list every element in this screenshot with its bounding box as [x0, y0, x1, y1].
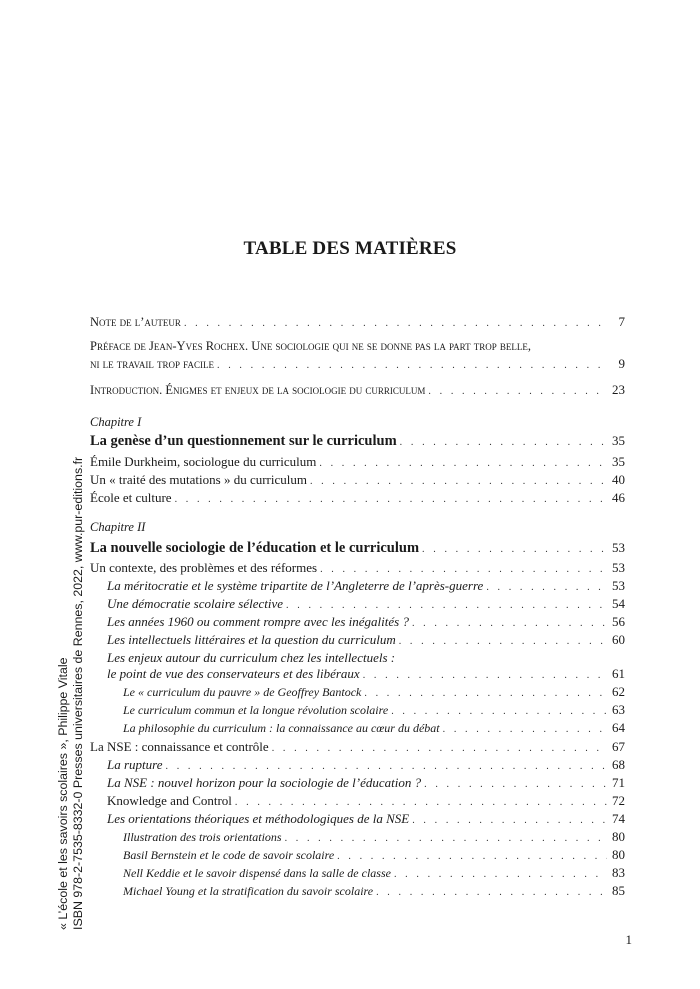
toc-entry-page: 35	[612, 454, 625, 469]
page-number: 1	[625, 932, 632, 947]
toc-subsubsection[interactable]	[123, 864, 625, 882]
toc-entry-page: 60	[612, 632, 625, 647]
toc-entry[interactable]	[90, 453, 625, 471]
toc-entry-label: ni le travail trop facile	[90, 357, 215, 371]
toc-entry-label: Le « curriculum du pauvre » de Geoffrey Bantock	[123, 685, 362, 699]
toc-entry-page: 85	[612, 883, 625, 898]
toc-entry-label: La philosophie du curriculum : la connaissance au cœur du débat	[123, 721, 440, 735]
toc-entry-label: Un contexte, des problèmes et des réformes	[90, 560, 318, 575]
toc-entry-label: Un « traité des mutations » du curriculum	[90, 472, 307, 487]
toc-subsubsection[interactable]	[123, 846, 625, 864]
toc-subsection-enjeux[interactable]	[107, 665, 625, 683]
toc-entry-page: 74	[612, 811, 625, 826]
toc-entry-introduction[interactable]	[90, 381, 625, 399]
chapter-2-label: Chapitre II	[90, 520, 146, 534]
toc-entry-label: École et culture	[90, 490, 172, 505]
toc-entry-page: 53	[612, 560, 625, 575]
toc-entry-label: Le curriculum commun et la longue révolution scolaire	[123, 703, 389, 717]
toc-subsection[interactable]	[107, 774, 625, 792]
toc-entry-label: Les années 1960 ou comment rompre avec les inégalités ?	[107, 614, 409, 629]
toc-entry-page: 64	[612, 720, 625, 735]
toc-entry-label: Michael Young et la stratification du savoir scolaire	[123, 884, 374, 898]
page-title: TABLE DES MATIÈRES	[243, 238, 457, 259]
toc-entry-label: La méritocratie et le système tripartite de l’Angleterre de l’après-guerre	[107, 578, 484, 593]
toc-entry-label: Les orientations théoriques et méthodologiques de la NSE	[107, 811, 410, 826]
toc-entry-page: 35	[612, 433, 625, 448]
toc-entry-page: 61	[612, 666, 625, 681]
toc-subsubsection[interactable]	[123, 719, 625, 737]
toc-entry[interactable]	[90, 489, 625, 507]
chapter-1-label: Chapitre I	[90, 415, 142, 429]
toc-chapter-1-title[interactable]	[90, 432, 625, 450]
toc-entry[interactable]	[90, 471, 625, 489]
toc-subsection[interactable]	[107, 792, 625, 810]
toc-entry-page: 7	[618, 314, 625, 329]
toc-subsubsection[interactable]	[123, 701, 625, 719]
toc-section[interactable]	[90, 559, 625, 577]
copyright-line-1: « L’école et les savoirs scolaires », Philippe Vitale	[56, 657, 70, 930]
toc-entry-label: le point de vue des conservateurs et des libéraux	[107, 666, 360, 681]
toc-entry-label: La rupture	[107, 757, 163, 772]
toc-subsubsection[interactable]	[123, 882, 625, 900]
toc-subsubsection[interactable]	[123, 683, 625, 701]
toc-entry-label: Émile Durkheim, sociologue du curriculum	[90, 454, 317, 469]
toc-subsubsection[interactable]	[123, 828, 625, 846]
toc-entry-label: Knowledge and Control	[107, 793, 232, 808]
toc-entry-page: 63	[612, 702, 625, 717]
toc-entry-label: La nouvelle sociologie de l’éducation et le curriculum	[90, 540, 420, 556]
toc-entry-label: La genèse d’un questionnement sur le curriculum	[90, 433, 397, 449]
toc-entry-page: 40	[612, 472, 625, 487]
copyright-line-2: ISBN 978-2-7535-8332-0 Presses universitaires de Rennes, 2022, www.pur-editions.fr	[70, 456, 85, 930]
dot-leader	[443, 721, 607, 739]
toc-entry-label: Illustration des trois orientations	[123, 830, 282, 844]
toc-entry-label: Note de l’auteur	[90, 315, 181, 329]
dot-leader	[399, 633, 607, 651]
toc-section[interactable]	[90, 738, 625, 756]
dot-leader	[400, 434, 607, 452]
toc-entry-label: Introduction. Énigmes et enjeux de la sociologie du curriculum	[90, 383, 426, 397]
toc-entry-preface[interactable]	[90, 355, 625, 373]
toc-entry-label: La NSE : connaissance et contrôle	[90, 739, 269, 754]
toc-subsection[interactable]	[107, 613, 625, 631]
toc-entry-page: 53	[612, 578, 625, 593]
toc-entry-preface-line1[interactable]: Préface de Jean-Yves Rochex. Une sociologie qui ne se donne pas la part trop belle,	[90, 339, 532, 353]
toc-subsection[interactable]	[107, 756, 625, 774]
toc-entry-page: 23	[612, 382, 625, 397]
toc-entry-page: 9	[618, 356, 625, 371]
toc-entry-page: 54	[612, 596, 625, 611]
dot-leader	[175, 491, 607, 509]
toc-subsection-enjeux-line1[interactable]: Les enjeux autour du curriculum chez les intellectuels :	[107, 650, 396, 665]
toc-entry-label: Nell Keddie et le savoir dispensé dans la salle de classe	[123, 866, 391, 880]
toc-entry-page: 56	[612, 614, 625, 629]
toc-subsection[interactable]	[107, 577, 625, 595]
toc-subsection[interactable]	[107, 595, 625, 613]
toc-chapter-2-title[interactable]	[90, 539, 625, 557]
toc-entry-label: Une démocratie scolaire sélective	[107, 596, 284, 611]
toc-entry-label: La NSE : nouvel horizon pour la sociologie de l’éducation ?	[107, 775, 422, 790]
toc-entry-label: Les intellectuels littéraires et la question du curriculum	[107, 632, 396, 647]
toc-entry-label: Basil Bernstein et le code de savoir scolaire	[123, 848, 335, 862]
toc-entry-page: 67	[612, 739, 625, 754]
dot-leader	[376, 884, 607, 902]
toc-entry-page: 80	[612, 829, 625, 844]
toc-entry-page: 68	[612, 757, 625, 772]
toc-entry-page: 53	[612, 540, 625, 555]
dot-leader	[217, 357, 607, 375]
toc-entry-page: 71	[612, 775, 625, 790]
toc-entry-page: 72	[612, 793, 625, 808]
dot-leader	[428, 383, 607, 401]
toc-subsection[interactable]	[107, 631, 625, 649]
toc-entry-page: 83	[612, 865, 625, 880]
dot-leader	[184, 315, 607, 333]
toc-entry-note[interactable]	[90, 313, 625, 331]
toc-subsection[interactable]	[107, 810, 625, 828]
toc-entry-page: 62	[612, 684, 625, 699]
dot-leader	[422, 541, 607, 559]
toc-entry-page: 46	[612, 490, 625, 505]
toc-entry-page: 80	[612, 847, 625, 862]
